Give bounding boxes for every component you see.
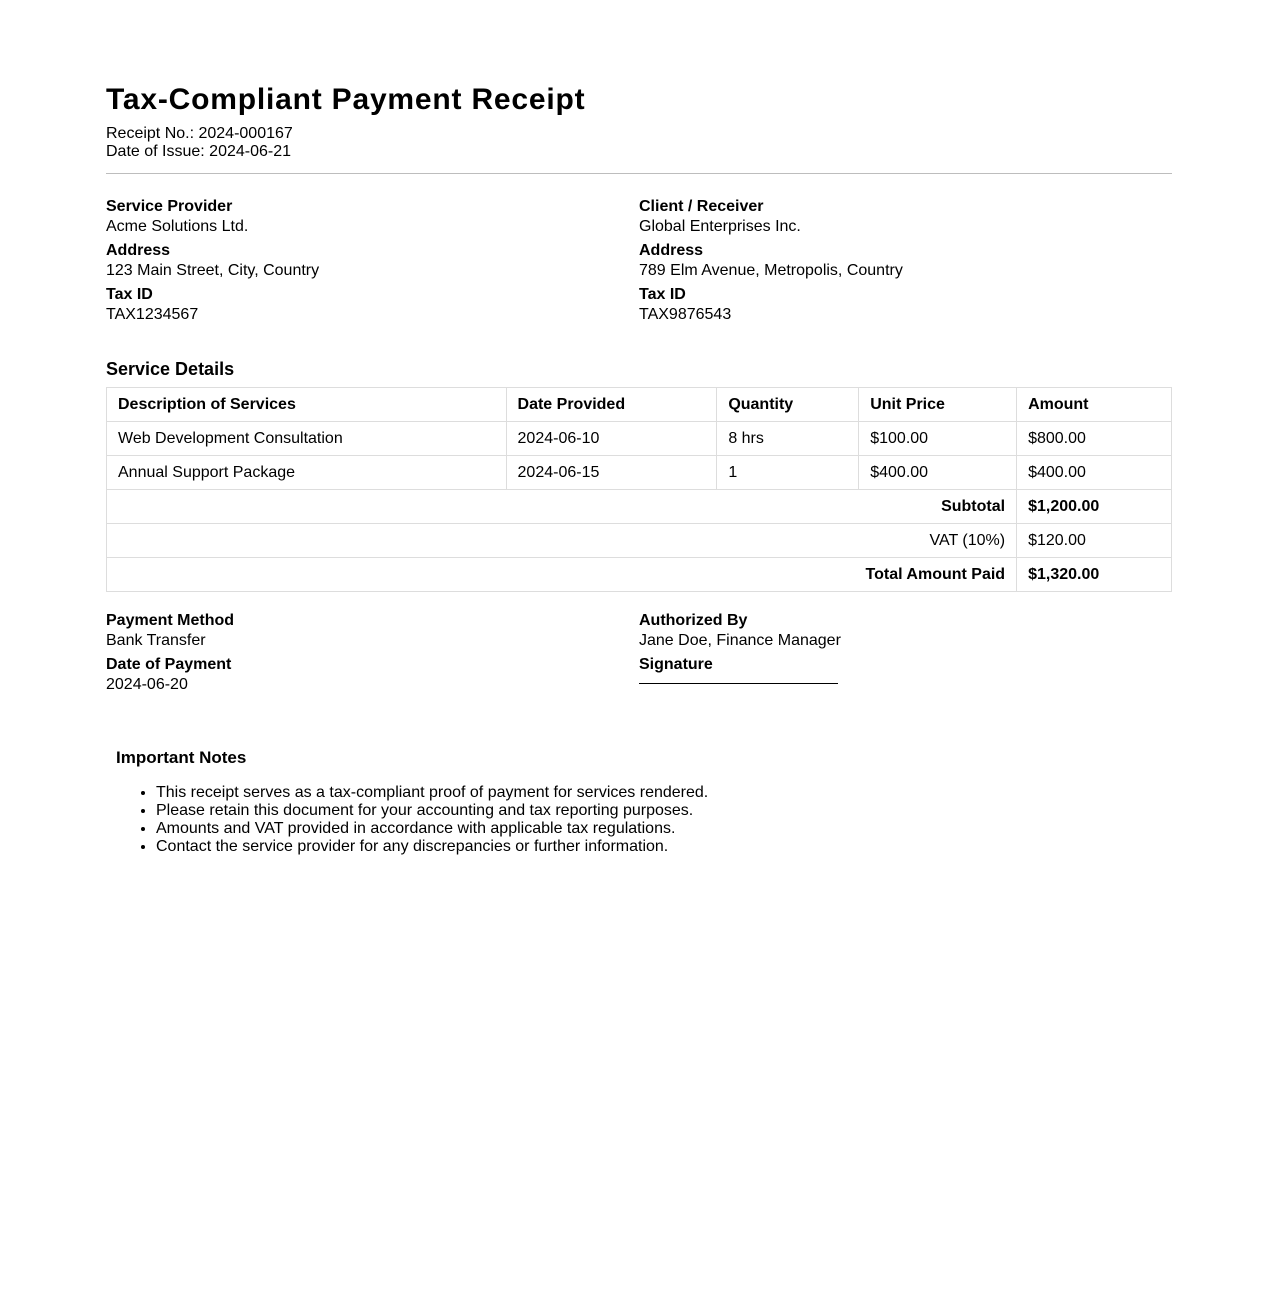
column-header: Quantity <box>717 388 859 422</box>
service-description: Annual Support Package <box>107 456 507 490</box>
authorized-by: Jane Doe, Finance Manager <box>639 632 841 649</box>
provider-tax-id: TAX1234567 <box>106 306 199 323</box>
total-value: $1,320.00 <box>1017 558 1172 592</box>
payment-method-label: Payment Method <box>106 612 235 629</box>
payment-section <box>106 611 1172 699</box>
receipt-page <box>106 82 1172 856</box>
list-item: • This receipt serves as a tax-compliant proof of payment for services rendered. <box>156 784 1172 802</box>
list-item: • Amounts and VAT provided in accordance with applicable tax regulations. <box>156 820 1172 838</box>
date-of-issue: Date of Issue: 2024-06-21 <box>106 143 292 160</box>
client-heading: Client / Receiver <box>639 198 764 215</box>
authorized-by-label: Authorized By <box>639 612 748 629</box>
list-item: • Please retain this document for your accounting and tax reporting purposes. <box>156 802 1172 820</box>
service-quantity: 1 <box>717 456 859 490</box>
vat-row <box>107 524 1172 558</box>
list-item: • Contact the service provider for any discrepancies or further information. <box>156 838 1172 856</box>
provider-address: 123 Main Street, City, Country <box>106 262 320 279</box>
payment-method: Bank Transfer <box>106 632 206 649</box>
service-quantity: 8 hrs <box>717 422 859 456</box>
service-details-title: Service Details <box>106 359 235 379</box>
service-unit-price: $100.00 <box>859 422 1017 456</box>
notes-list <box>116 784 1172 856</box>
header-divider <box>106 173 1172 174</box>
important-notes <box>106 748 1172 856</box>
client-tax-label: Tax ID <box>639 286 686 303</box>
receipt-meta <box>106 125 1172 161</box>
table-row <box>107 456 1172 490</box>
subtotal-row <box>107 490 1172 524</box>
vat-label: VAT (10%) <box>107 524 1017 558</box>
signature-line <box>639 675 838 684</box>
payment-date: 2024-06-20 <box>106 676 188 693</box>
service-description: Web Development Consultation <box>107 422 507 456</box>
receipt-number: Receipt No.: 2024-000167 <box>106 125 293 142</box>
vat-value: $120.00 <box>1017 524 1172 558</box>
column-header: Description of Services <box>107 388 507 422</box>
payment-info-block <box>106 611 639 699</box>
total-label: Total Amount Paid <box>107 558 1017 592</box>
provider-tax-label: Tax ID <box>106 286 153 303</box>
parties-section <box>106 197 1172 329</box>
table-header-row <box>107 388 1172 422</box>
client-address: 789 Elm Avenue, Metropolis, Country <box>639 262 903 279</box>
service-unit-price: $400.00 <box>859 456 1017 490</box>
service-provider-block <box>106 197 639 329</box>
client-name: Global Enterprises Inc. <box>639 218 801 235</box>
column-header: Amount <box>1017 388 1172 422</box>
column-header: Unit Price <box>859 388 1017 422</box>
client-address-label: Address <box>639 242 704 259</box>
service-details-table <box>106 387 1172 592</box>
table-row <box>107 422 1172 456</box>
signature-label: Signature <box>639 656 713 673</box>
service-amount: $400.00 <box>1017 456 1172 490</box>
service-date: 2024-06-10 <box>506 422 717 456</box>
subtotal-label: Subtotal <box>107 490 1017 524</box>
notes-title: Important Notes <box>116 748 247 767</box>
subtotal-value: $1,200.00 <box>1017 490 1172 524</box>
column-header: Date Provided <box>506 388 717 422</box>
client-block <box>639 197 1172 329</box>
payment-date-label: Date of Payment <box>106 656 232 673</box>
provider-address-label: Address <box>106 242 171 259</box>
total-row <box>107 558 1172 592</box>
client-tax-id: TAX9876543 <box>639 306 732 323</box>
receipt-title: Tax-Compliant Payment Receipt <box>106 83 586 116</box>
authorization-block <box>639 611 1172 699</box>
service-amount: $800.00 <box>1017 422 1172 456</box>
provider-name: Acme Solutions Ltd. <box>106 218 249 235</box>
provider-heading: Service Provider <box>106 198 233 215</box>
service-date: 2024-06-15 <box>506 456 717 490</box>
